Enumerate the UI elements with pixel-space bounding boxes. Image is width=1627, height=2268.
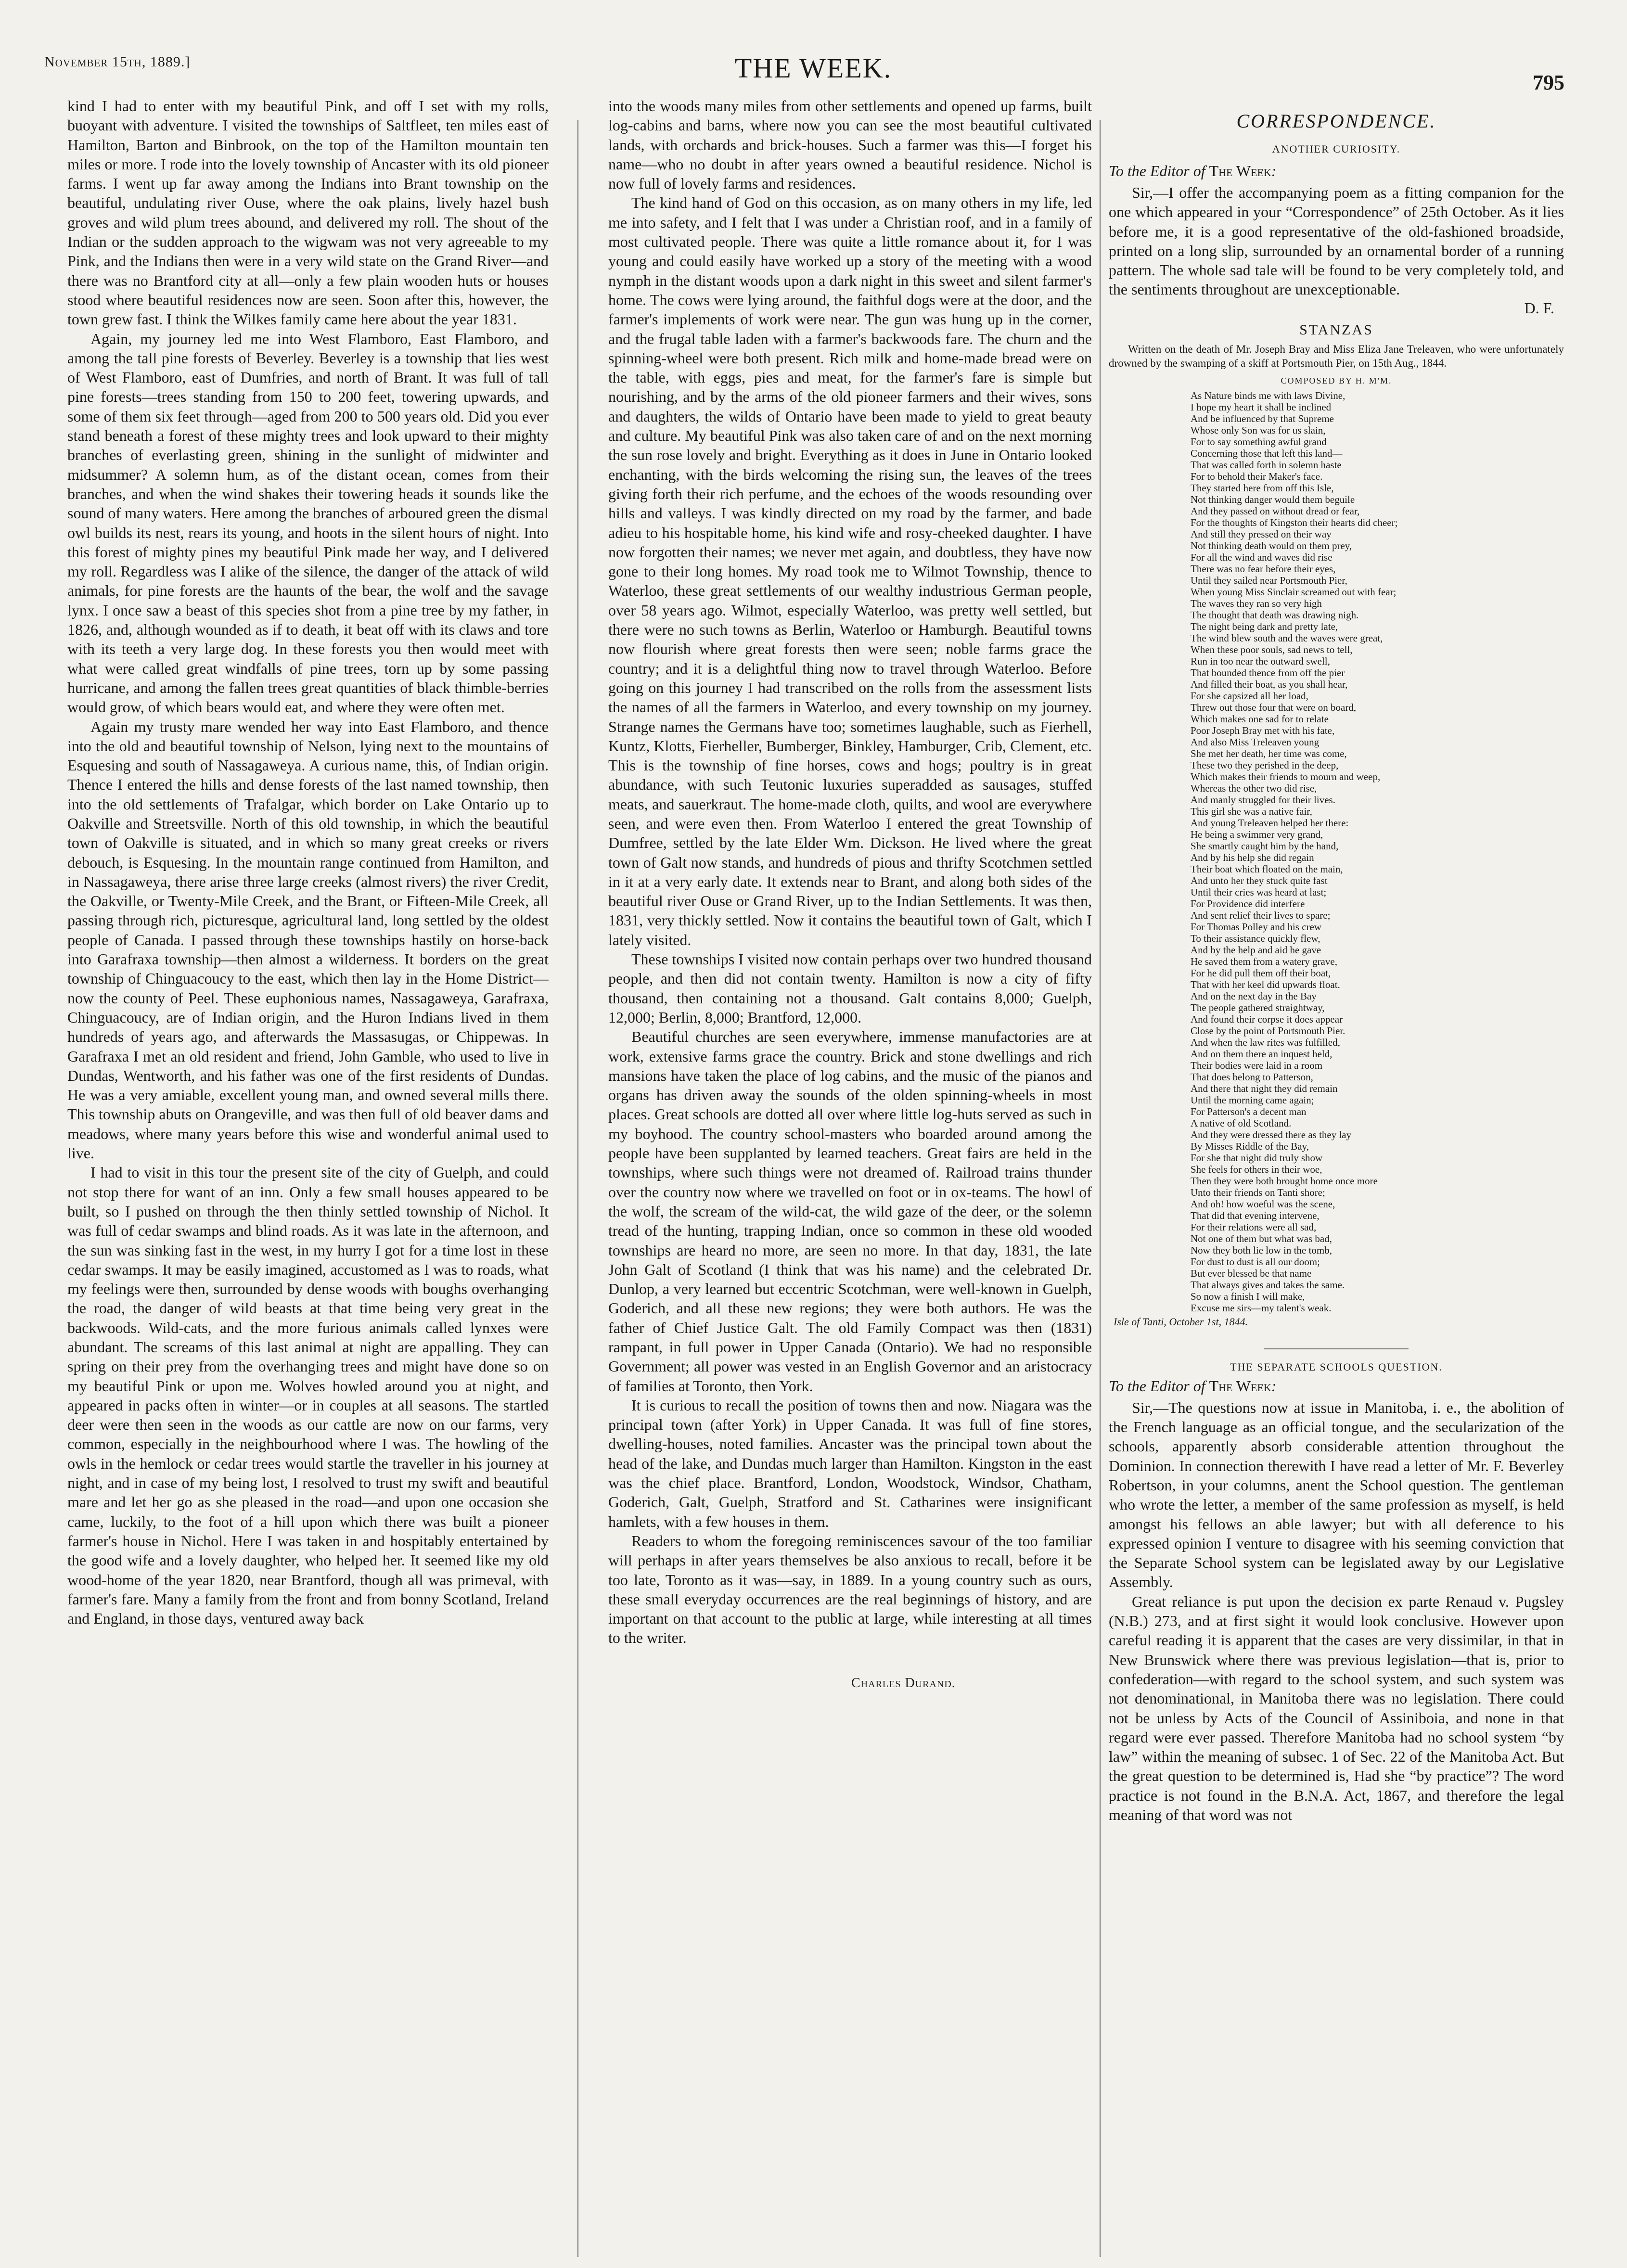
poem-line: Now they both lie low in the tomb, [1191, 1244, 1332, 1256]
poem-line: For all the wind and waves did rise [1191, 551, 1332, 563]
letter-signature: D. F. [1524, 299, 1554, 317]
letter-paragraph: Sir,—The questions now at issue in Manitoba, i. e., the abolition of the French language as an official tongue, and the secularization of the schools, apparently absorb considerable attention throughout the Dominion. In connection therewith I have read a letter of Mr. F. Beverley Robertson, in your columns, anent the School question. The gentleman who wrote the letter, a member of the same profession as myself, is held amongst his fellows an able lawyer; but with all deference to his expressed opinion I venture to disagree with his seeming conviction that the Separate School system can be legislated away by our Legislative Assembly. [1109, 1398, 1564, 1591]
poem-line: She smartly caught him by the hand, [1191, 840, 1339, 852]
poem-line: Then they were both brought home once more [1191, 1175, 1378, 1187]
poem-line: And there that night they did remain [1191, 1082, 1338, 1094]
letter-title: ANOTHER CURIOSITY. [1272, 143, 1401, 155]
poem-line: For the thoughts of Kingston their hearts did cheer; [1191, 516, 1398, 528]
column-3 [1109, 96, 1564, 2242]
poem-line: The night being dark and pretty late, [1191, 620, 1338, 632]
poem-intro: Written on the death of Mr. Joseph Bray and Miss Eliza Jane Treleaven, who were unfortunately drowned by the swamping of a skiff at Portsmouth Pier, on 15th Aug., 1844. [1109, 343, 1564, 369]
poem-line: He saved them from a watery grave, [1191, 955, 1337, 967]
poem-line: And unto her they stuck quite fast [1191, 874, 1328, 886]
poem-line: When these poor souls, sad news to tell, [1191, 643, 1353, 655]
poem-line: There was no fear before their eyes, [1191, 563, 1336, 575]
poem-line: He being a swimmer very grand, [1191, 828, 1323, 840]
poem-line: For Providence did interfere [1191, 897, 1305, 910]
poem-line: Not thinking danger would them beguile [1191, 493, 1355, 505]
article-paragraph: into the woods many miles from other settlements and opened up farms, built log-cabins and barns, where now you can see the most beautiful cultivated lands, with orchards and brick-houses. Such a farmer was this—I forget his name—who no doubt in after years owned a beautiful residence. Nichol is now full of lovely farms and residences. [608, 97, 1092, 192]
letter-salutation: To the Editor of The Week: [1109, 1377, 1277, 1395]
poem-line: And on the next day in the Bay [1191, 990, 1317, 1002]
poem-line: Concerning those that left this land— [1191, 447, 1343, 459]
poem-body [1109, 390, 1564, 1314]
poem-line: And by the help and aid he gave [1191, 944, 1321, 956]
poem-line: For to behold their Maker's face. [1191, 470, 1323, 482]
poem-line: And also Miss Treleaven young [1191, 736, 1320, 748]
letter-salutation: To the Editor of The Week: [1109, 162, 1277, 179]
poem-line: Poor Joseph Bray met with his fate, [1191, 724, 1335, 736]
poem-line: They started here from off this Isle, [1191, 482, 1334, 494]
poem-line: And they passed on without dread or fear, [1191, 505, 1360, 517]
poem-line: And manly struggled for their lives. [1191, 794, 1335, 806]
poem-line: For she that night did truly show [1191, 1152, 1323, 1164]
article-paragraph: Again my trusty mare wended her way into East Flamboro, and thence into the old and beautiful township of Nelson, lying next to the mountains of Esquesing and south of Nassagaweya. A curious name, this, of Indian origin. Thence I entered the hills and dense forests of the last named township, then into the old settlements of Trafalgar, which border on Lake Ontario up to Oakville and Streetsville. North of this old township, in which the beautiful town of Oakville is situated, and in which so many great creeks or rivers debouch, is Esquesing. In the mountain range continued from Hamilton, and in Nassagaweya, there arise three large creeks (almost rivers) the river Credit, the Oakville, or Twenty-Mile Creek, and the Brant, or Fifteen-Mile Creek, all passing through rich, picturesque, agricultural land, long settled by the oldest people of Canada. I passed through these townships hastily on horse-back into Garafraxa township—then almost a wilderness. It borders on the great township of Chinguacoucy to the east, which then lay in the Home District—now the county of Peel. These euphonious names, Nassagaweya, Garafraxa, Chinguacoucy, are of Indian origin, and the Huron Indians lived in them hundreds of years ago, and afterwards the Massasugas, or Chippewas. In Garafraxa I met an old resident and friend, John Gamble, who used to live in Dundas, Wentworth, and his father was one of the first residents of Dundas. He was a very amiable, excellent young man, and owned several mills there. This township abuts on Orangeville, and was then full of old beaver dams and meadows, where many years before this wise and wonderful animal used to live. [67, 718, 549, 1162]
poem-line: This girl she was a native fair, [1191, 805, 1312, 817]
poem-line: Threw out those four that were on board, [1191, 701, 1357, 713]
poem-line: The people gathered straightway, [1191, 1001, 1325, 1013]
poem-line: And oh! how woeful was the scene, [1191, 1198, 1335, 1210]
poem-line: Until they sailed near Portsmouth Pier, [1191, 574, 1347, 586]
poem-line: She feels for others in their woe, [1191, 1163, 1322, 1175]
column-1 [67, 96, 549, 2242]
poem-line: So now a finish I will make, [1191, 1290, 1305, 1302]
poem-line: For Thomas Polley and his crew [1191, 921, 1321, 933]
article-paragraph: Again, my journey led me into West Flamboro, East Flamboro, and among the tall pine forests of Beverley. Beverley is a township that lies west of West Flamboro, east of Dumfries, and north of Brant. It was full of tall pine forests—trees standing from 150 to 200 feet, towering upwards, and some of them six feet through—aged from 200 to 500 years old. Did you ever stand beneath a forest of these mighty trees and look upward to their mighty branches of everlasting green, shining in the sunlight of midwinter and midsummer? A solemn hum, as of the distant ocean, comes from their branches, and when the wind shakes their towering heads it sounds like the sound of many waters. Here among the branches of arboured green the dismal owl builds its nest, rears its young, and hoots in the silent hours of night. Into this forest of mighty pines my beautiful Pink made her way, and I delivered my roll. Regardless was I alike of the silence, the danger of the attack of wild animals, for pine forests are the haunts of the bear, the wolf and the savage lynx. I once saw a beast of this species shot from a pine tree by my father, in 1826, and, although wounded as if to death, it beat off with its claws and tore with its teeth a very large dog. In these forests you then would meet with what were called great windfalls of pine trees, torn up by some passing hurricane, and among the fallen trees great quantities of black thimble-berries would grow, of which bears would eat, and where they were often met. [67, 330, 549, 716]
poem-line: Whereas the other two did rise, [1191, 782, 1317, 794]
column-divider [577, 120, 578, 2257]
poem-line: As Nature binds me with laws Divine, [1191, 389, 1345, 401]
article-paragraph: Beautiful churches are seen everywhere, immense manufactories are at work, extensive farms grace the country. Brick and stone dwellings and rich mansions have taken the place of log cabins, and the music of the pianos and organs has driven away the sounds of the olden spinning-wheels in most places. Great schools are dotted all over where little log-huts served as such in my boyhood. The country school-masters who boarded around among the people have been supplanted by learned teachers. Great fairs are held in the townships, where such things were not dreamed of. Railroad trains thunder over the country now where we travelled on foot or in ox-teams. The howl of the wolf, the scream of the wild-cat, the wild gaze of the deer, or the solemn tread of the hunting, trapping Indian, once so common in these old wooded townships are heard no more, are seen no more. In that day, 1831, the late John Galt of Scotland (I think that was his name) and the celebrated Dr. Dunlop, a very learned but eccentric Scotchman, were well-known in Guelph, Goderich, and all these new regions; they were both authors. He was the father of Chief Justice Galt. The old Family Compact was then (1831) rampant, in full power in Upper Canada (Ontario). We had no responsible Government; all power was vested in an English Governor and an aristocracy of families at Toronto, then York. [608, 1028, 1092, 1395]
article-paragraph: kind I had to enter with my beautiful Pink, and off I set with my rolls, buoyant with adventure. I visited the townships of Saltfleet, ten miles east of Hamilton, Barton and Binbrook, on the top of the Hamilton mountain ten miles or more. I rode into the lovely township of Ancaster with its old pioneer farms. I went up far away among the Indians into Brant township on the beautiful, undulating river Ouse, where the oak plains, lively hazel bush groves and wild plum trees abound, and delivered my roll. The shout of the Indian or the sudden approach to the wigwam was not very agreeable to my Pink, and the Indians then were in a very wild state on the Grand River—and there was no Brantford city at all—only a few plain wooden huts or houses stood where beautiful residences now are seen. Soon after this, however, the town grew fast. I think the Wilkes family came here about the year 1831. [67, 97, 549, 328]
poem-line: I hope my heart it shall be inclined [1191, 401, 1332, 413]
letter-body: Sir,—I offer the accompanying poem as a fitting companion for the one which appeared in your “Correspondence” of 25th October. As it lies before me, it is a good representative of the old-fashioned broadside, printed on a long slip, surrounded by an ornamental border of a running pattern. The whole sad tale will be found to be very completely told, and the sentiments throughout are unexceptionable. [1109, 184, 1564, 298]
section-title: CORRESPONDENCE. [1236, 110, 1436, 132]
poem-line: Until their cries was heard at last; [1191, 886, 1327, 898]
poem-line: And sent relief their lives to spare; [1191, 909, 1331, 921]
poem-line: Unto their friends on Tanti shore; [1191, 1186, 1325, 1198]
poem-line: Excuse me sirs—my talent's weak. [1191, 1302, 1332, 1314]
poem-line: That does belong to Patterson, [1191, 1071, 1313, 1083]
poem-line: And they were dressed there as they lay [1191, 1128, 1352, 1140]
poem-line: Not thinking death would on them prey, [1191, 539, 1352, 551]
letter-paragraph: Great reliance is put upon the decision ex parte Renaud v. Pugsley (N.B.) 273, and at first sight it would look conclusive. However upon careful reading it is apparent that the cases are very dissimilar, in that in New Brunswick where there was previous legislation—that is, prior to confederation—with regard to the school system, and such system was not denominational, in Manitoba there was no legislation. There could not be unless by Acts of the Council of Assiniboia, and none in that regard were ever passed. Therefore Manitoba had no school system “by law” within the meaning of subsec. 1 of Sec. 22 of the Manitoba Act. But the great question to be determined is, Had she “by practice”? The word practice is not found in the B.N.A. Act, 1867, and therefore the legal meaning of that word was not [1109, 1592, 1564, 1824]
article-paragraph: I had to visit in this tour the present site of the city of Guelph, and could not stop there for want of an inn. Only a few small houses appeared to be built, so I pushed on through the then thinly settled township of Nichol. It was full of cedar swamps and blind roads. As it was late in the afternoon, and the sun was sinking fast in the west, in my hurry I got for a time lost in these cedar swamps. It may be easily imagined, accustomed as I was to roads, what my feelings were then, surrounded by dense woods with boughs overhanging the road, the danger of wild beasts at that time being very great in the backwoods. Wild-cats, and the more furious animals called lynxes were abundant. The screams of this last animal at night are appalling. They can spring on their prey from the overhanging trees and might have done so on my beautiful Pink or upon me. Wolves howled around you at night, and appeared in packs often in winter—or in couples at all seasons. The startled deer were then seen in the woods as our cattle are now on our farms, very common, especially in the neighbourhood where I was. The howling of the owls in the hemlock or cedar trees would startle the traveller in his journey at night, and in case of my being lost, I resolved to trust my swift and beautiful mare and let her go as she pleased in the road—and upon one occasion she came, luckily, to the foot of a hill upon which there was built a pioneer farmer's house in Nichol. Here I was taken in and hospitably entertained by the good wife and a lovely daughter, who helped her. It seemed like my old wood-home of the year 1820, near Brantford, though all was primeval, with farmer's fare. Many a family from the front and from bonny Scotland, Ireland and England, in those days, ventured away back [67, 1164, 549, 1627]
poem-line: When young Miss Sinclair screamed out with fear; [1191, 586, 1396, 598]
letter-title: THE SEPARATE SCHOOLS QUESTION. [1230, 1360, 1443, 1373]
article-paragraph: The kind hand of God on this occasion, as on many others in my life, led me into safety, and I felt that I was under a Christian roof, and in a family of most cultivated people. There was quite a little romance about it, for I was young and could easily have worked up a story of the meeting with a wood nymph in the distant woods upon a dark night in this sweet and silent farmer's home. The cows were lying around, the faithful dogs were at the door, and the farmer's implements of work were near. The gun was hung up in the corner, and the frugal table laden with a farmer's backwoods fare. The churn and the spinning-wheel were both present. Rich milk and home-made bread were on the table, with eggs, pies and meat, for the farmer's fare is simple but nourishing, and by the arms of the old pioneer farmers and their wives, sons and daughters, the wilds of Ontario have been made to yield to great beauty and culture. My beautiful Pink was also taken care of and on the next morning the sun rose lovely and bright. Everything as it does in June in Ontario looked enchanting, with the birds welcoming the rising sun, the leaves of the trees giving forth their rich perfume, and the echoes of the woods resounding over hills and valleys. I was kindly directed on my road by the farmer, and bade adieu to his hospitable home, his kind wife and rosy-cheeked daughter. I have now forgotten their names; we never met again, and doubtless, they have now gone to their long homes. My road took me to Wilmot Township, thence to Waterloo, these great settlements of our wealthy industrious German people, over 58 years ago. Wilmot, especially Waterloo, was pretty well settled, but there were no such towns as Berlin, Waterloo or Hamburgh. Beautiful towns now flourish where great forests then were seen; noble farms grace the country; and it is a delightful thing now to travel through Waterloo. Before going on this journey I had transcribed on the rolls from the assessment lists the names of all the farmers in Waterloo, and every township on my journey. Strange names the Germans have too; sometimes laughable, such as Fierhell, Kuntz, Klotts, Fierheller, Bumberger, Binkley, Hamburger, Crib, Clement, etc. This is the township of fine horses, cows and hogs; poultry is in great abundance, with such Teutonic luxuries superadded as sausages, stuffed meats, and sauerkraut. The home-made cloth, quilts, and wool are everywhere seen, and were even then. From Waterloo I entered the great Township of Dumfree, settled by the late Elder Wm. Dickson. He lived where the great town of Galt now stands, and hundreds of pious and thrifty Scotchmen settled in it at a very early date. It extends near to Brant, and along both sides of the beautiful river Ouse or Grand River, up to the Indian Settlements. It was then, 1831, very thickly settled. Now it contains the beautiful town of Galt, which I lately visited. [608, 194, 1092, 948]
poem-line: That was called forth in solemn haste [1191, 459, 1342, 471]
poem-line: And found their corpse it does appear [1191, 1013, 1343, 1025]
poem-line: Whose only Son was for us slain, [1191, 424, 1326, 436]
poem-line: Run in too near the outward swell, [1191, 655, 1330, 667]
poem-line: Which makes their friends to mourn and weep, [1191, 770, 1381, 782]
poem-line: And when the law rites was fulfilled, [1191, 1036, 1340, 1048]
poem-line: To their assistance quickly flew, [1191, 932, 1320, 944]
poem-line: For to say something awful grand [1191, 436, 1327, 448]
poem-line: Until the morning came again; [1191, 1094, 1314, 1106]
publication-title: THE WEEK. [734, 52, 892, 84]
poem-line: That bounded thence from off the pier [1191, 666, 1345, 679]
page-number: 795 [1533, 71, 1564, 94]
poem-title: STANZAS [1299, 321, 1373, 338]
poem-line: And young Treleaven helped her there: [1191, 817, 1349, 829]
column-2 [608, 96, 1092, 2242]
article-paragraph: It is curious to recall the position of towns then and now. Niagara was the principal town (after York) in Upper Canada. It was full of fine stores, dwelling-houses, noted families. Ancaster was the principal town about the head of the lake, and Dundas much larger than Hamilton. Kingston in the east was the chief place. Brantford, London, Woodstock, Windsor, Chatham, Goderich, Galt, Guelph, Stratford and St. Catharines were insignificant hamlets, with a few houses in them. [608, 1396, 1092, 1530]
page-header [0, 0, 1627, 96]
poem-line: The waves they ran so very high [1191, 597, 1322, 609]
author-signature: Charles Durand. [851, 1675, 956, 1691]
article-paragraph: Readers to whom the foregoing reminiscences savour of the too familiar will perhaps in after years themselves be also anxious to recall, before it be too late, Toronto as it was—say, in 1889. In a young country such as ours, these small everyday occurrences are the real beginnings of history, and are important on that account to the public at large, while interesting at all times to the writer. [608, 1532, 1092, 1647]
poem-line: The thought that death was drawing nigh. [1191, 609, 1359, 621]
poem-line: For dust to dust is all our doom; [1191, 1256, 1320, 1268]
poem-line: Close by the point of Portsmouth Pier. [1191, 1025, 1345, 1037]
poem-line: She met her death, her time was come, [1191, 747, 1347, 759]
poem-line: That did that evening intervene, [1191, 1209, 1320, 1221]
section-divider [1264, 1348, 1409, 1349]
poem-line: And still they pressed on their way [1191, 528, 1332, 540]
article-paragraph: These townships I visited now contain perhaps over two hundred thousand people, and then did not contain twenty. Hamilton is now a city of fifty thousand, then containing not a thousand. Galt contains 8,000; Guelph, 12,000; Berlin, 8,000; Brantford, 12,000. [608, 950, 1092, 1026]
poem-line: And be influenced by that Supreme [1191, 412, 1334, 424]
poem-line: For she capsized all her load, [1191, 690, 1308, 702]
poem-line: That always gives and takes the same. [1191, 1279, 1345, 1291]
issue-date: November 15th, 1889.] [44, 54, 191, 70]
poem-line: Their bodies were laid in a room [1191, 1059, 1323, 1071]
poem-line: By Misses Riddle of the Bay, [1191, 1140, 1309, 1152]
poem-line: Not one of them but what was bad, [1191, 1232, 1332, 1244]
poem-author: COMPOSED BY H. M'M. [1281, 375, 1392, 385]
poem-line: A native of old Scotland. [1191, 1117, 1292, 1129]
poem-place-date: Isle of Tanti, October 1st, 1844. [1114, 1315, 1248, 1328]
column-divider [1100, 120, 1101, 2257]
poem-line: And filled their boat, as you shall hear, [1191, 678, 1348, 690]
poem-line: Which makes one sad for to relate [1191, 713, 1329, 725]
poem-line: And by his help she did regain [1191, 851, 1314, 863]
poem-line: But ever blessed be that name [1191, 1267, 1312, 1279]
poem-line: That with her keel did upwards float. [1191, 978, 1340, 990]
poem-line: And on them there an inquest held, [1191, 1048, 1332, 1060]
poem-line: Their boat which floated on the main, [1191, 863, 1343, 875]
poem-line: For he did pull them off their boat, [1191, 967, 1331, 979]
poem-line: For Patterson's a decent man [1191, 1105, 1307, 1117]
poem-line: These two they perished in the deep, [1191, 759, 1339, 771]
poem-line: For their relations were all sad, [1191, 1221, 1317, 1233]
poem-line: The wind blew south and the waves were great, [1191, 632, 1383, 644]
